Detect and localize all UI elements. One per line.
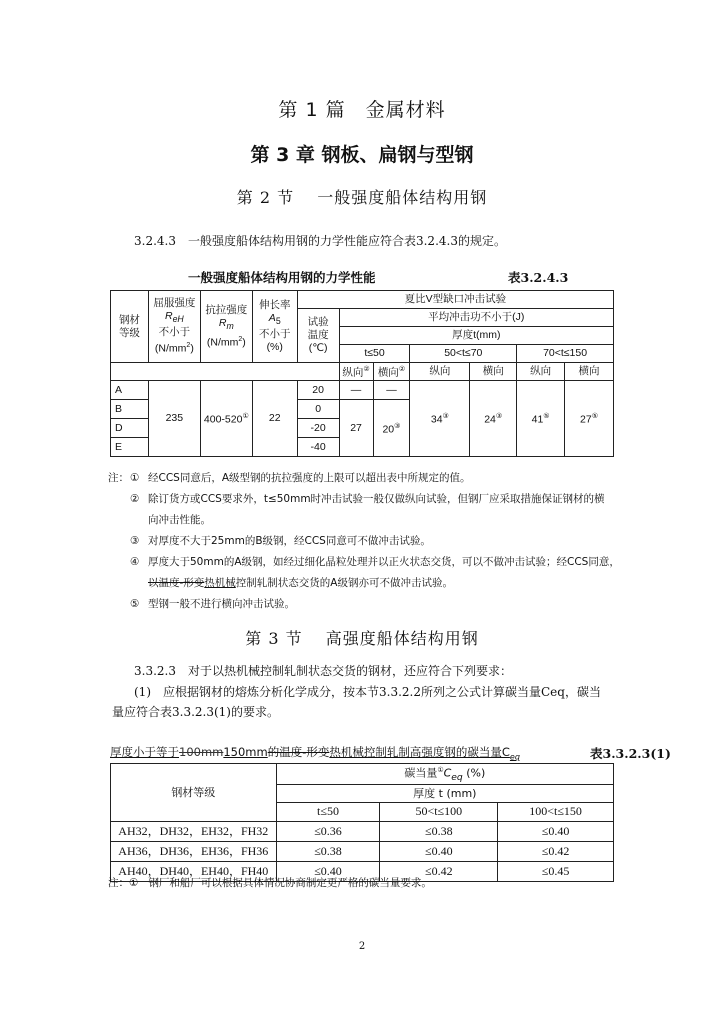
carbon-equivalent-table xyxy=(110,763,614,882)
table2-number: 表3.3.2.3(1) xyxy=(590,746,671,761)
header-thickness: 厚度 t (mm) xyxy=(276,784,613,802)
table1-caption: 一般强度船体结构用钢的力学性能 xyxy=(188,270,376,285)
temp-a: 20 xyxy=(297,381,339,400)
grade-cell: AH36，DH36，EH36，FH36 xyxy=(111,841,277,861)
grade-cell: AH40，DH40，EH40，FH40 xyxy=(111,861,277,881)
range-100-150: 100<t≤150 xyxy=(498,802,614,821)
table1-number: 表3.2.4.3 xyxy=(508,270,569,285)
paragraph-3-3-2-3-item1: (1) 应根据钢材的熔炼分析化学成分，按本节3.3.2.2所列之公式计算碳当量Ceq，碳当 xyxy=(134,685,601,699)
temp-e: -40 xyxy=(297,438,339,457)
part-title: 第 1 篇 金属材料 xyxy=(278,99,446,121)
header-steel-grade: 钢材等级 xyxy=(111,764,277,822)
table1-notes xyxy=(108,468,648,615)
header-tensile-strength: 抗拉强度 $R_m$ $(N/mm^2)$ xyxy=(200,291,252,363)
ceq-cell: ≤0.40 xyxy=(498,821,614,841)
note-item: 注： ① 经CCS同意后，A级型钢的抗拉强度的上限可以超出表中所规定的值。 xyxy=(108,472,471,484)
elongation-value: 22 xyxy=(252,381,297,457)
ceq-cell: ≤0.40 xyxy=(380,841,498,861)
range-le-50: t≤50 xyxy=(339,345,410,363)
header-longitudinal: 纵向② xyxy=(339,363,373,381)
grade-e: E xyxy=(111,438,149,457)
ceq-cell: ≤0.38 xyxy=(380,821,498,841)
paragraph-3-3-2-3: 3.3.2.3 对于以热机械控制轧制状态交货的钢材，还应符合下列要求： xyxy=(134,664,512,678)
ceq-cell: ≤0.40 xyxy=(276,861,380,881)
header-longitudinal: 纵向 xyxy=(517,363,565,381)
ceq-cell: ≤0.42 xyxy=(380,861,498,881)
page-number: 2 xyxy=(358,941,366,952)
note-item: ② 除订货方或CCS要求外，t≤50mm时冲击试验一般仅做纵向试验，但钢厂应采取措施保证钢材的横 xyxy=(130,493,605,505)
paragraph-3-2-4-3: 3.2.4.3 一般强度船体结构用钢的力学性能应符合表3.2.4.3的规定。 xyxy=(134,234,506,248)
chapter-title: 第 3 章 钢板、扁钢与型钢 xyxy=(250,144,474,166)
header-carbon-equivalent: 碳当量$^①C_{eq}$ (%) xyxy=(276,764,613,785)
header-transverse: 横向 xyxy=(470,363,517,381)
header-transverse: 横向② xyxy=(373,363,410,381)
table-row xyxy=(111,841,614,861)
note-item: ⑤ 型钢一般不进行横向冲击试验。 xyxy=(130,598,295,610)
impact-trans-150: 27⑤ xyxy=(565,381,614,457)
note-item: 向冲击性能。 xyxy=(148,514,211,526)
impact-long-70: 34③ xyxy=(410,381,470,457)
section-2-title: 第 2 节 一般强度船体结构用钢 xyxy=(236,188,488,207)
table2-notes: 注：① 钢厂和船厂可以根据具体情况协商制定更严格的碳当量要求。 xyxy=(108,877,432,889)
dash-cell: — xyxy=(373,381,410,400)
impact-trans-70: 24③ xyxy=(470,381,517,457)
header-yield-strength: 屈服强度 $R_{eH}$ 不小于 $(N/mm^2)$ xyxy=(148,291,200,363)
range-le-50: t≤50 xyxy=(276,802,380,821)
temp-d: -20 xyxy=(297,419,339,438)
section-3-title: 第 3 节 高强度船体结构用钢 xyxy=(245,629,479,648)
header-transverse: 横向 xyxy=(565,363,614,381)
table2-caption: 厚度小于等于100mm150mm的温度-形变热机械控制轧制高强度钢的碳当量$C_{eq}$ xyxy=(110,745,520,762)
ceq-cell: ≤0.42 xyxy=(498,841,614,861)
note-item: 以温度-形变热机械控制轧制状态交货的A级钢亦可不做冲击试验。 xyxy=(148,577,453,589)
impact-long-150: 41⑤ xyxy=(517,381,565,457)
paragraph-3-3-2-3-item1-cont: 量应符合表3.3.2.3(1)的要求。 xyxy=(112,705,279,719)
grade-cell: AH32，DH32，EH32，FH32 xyxy=(111,821,277,841)
header-thickness: 厚度t(mm) xyxy=(339,327,613,345)
dash-cell: — xyxy=(339,381,373,400)
header-impact-test: 夏比V型缺口冲击试验 xyxy=(297,291,613,309)
impact-long-50: 27 xyxy=(339,400,373,457)
ceq-cell: ≤0.38 xyxy=(276,841,380,861)
header-longitudinal: 纵向 xyxy=(410,363,470,381)
note-item: ④ 厚度大于50mm的A级钢，如经过细化晶粒处理并以正火状态交货，可以不做冲击试验；经CCS同意， xyxy=(130,556,620,568)
temp-b: 0 xyxy=(297,400,339,419)
note-item: ③ 对厚度不大于25mm的B级钢，经CCS同意可不做冲击试验。 xyxy=(130,535,431,547)
range-70-150: 70<t≤150 xyxy=(517,345,614,363)
header-avg-energy: 平均冲击功不小于(J) xyxy=(339,309,613,327)
grade-a: A xyxy=(111,381,149,400)
range-50-70: 50<t≤70 xyxy=(410,345,517,363)
tensile-value: 400-520① xyxy=(200,381,252,457)
yield-value: 235 xyxy=(148,381,200,457)
ceq-cell: ≤0.45 xyxy=(498,861,614,881)
table-row xyxy=(111,821,614,841)
grade-b: B xyxy=(111,400,149,419)
header-elongation: 伸长率 $A_5$ 不小于 (%) xyxy=(252,291,297,363)
grade-d: D xyxy=(111,419,149,438)
header-test-temp: 试验 温度 (℃) xyxy=(297,309,339,363)
range-50-100: 50<t≤100 xyxy=(380,802,498,821)
mechanical-properties-table xyxy=(110,290,614,457)
ceq-cell: ≤0.36 xyxy=(276,821,380,841)
header-grade: 钢材 等级 xyxy=(111,291,149,363)
impact-trans-50: 20③ xyxy=(373,400,410,457)
